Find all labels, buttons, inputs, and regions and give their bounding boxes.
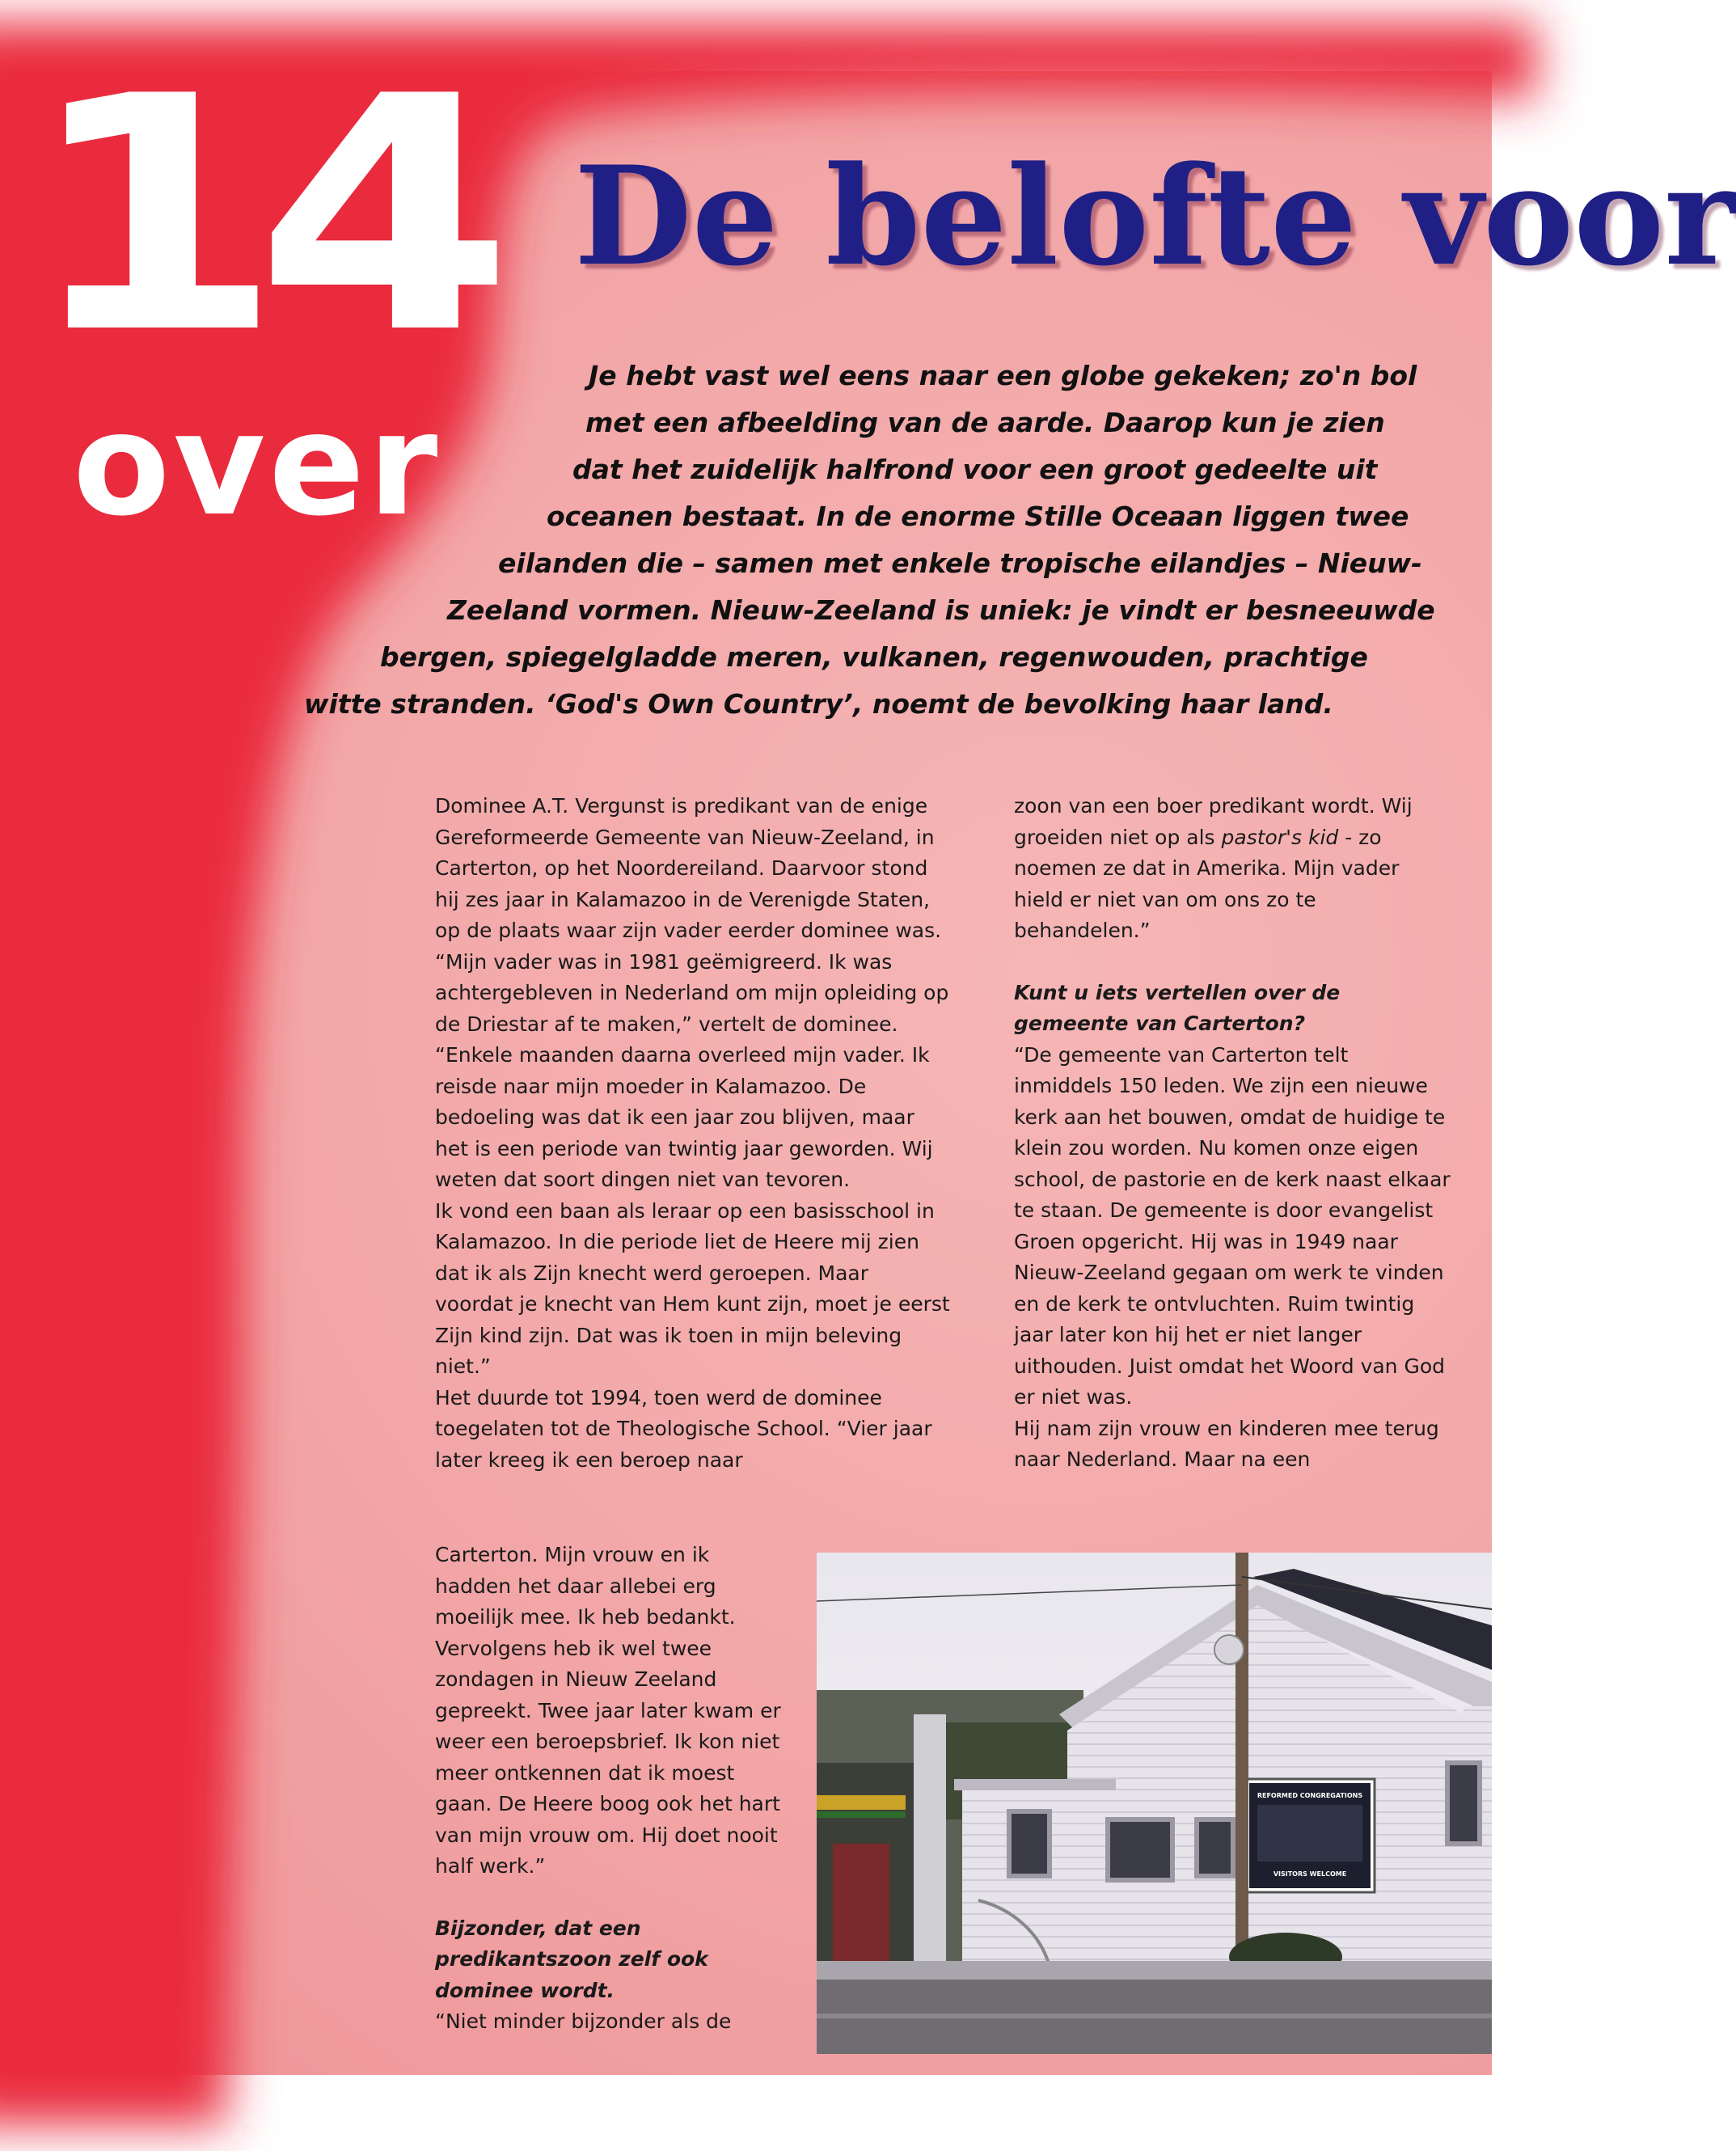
paragraph-text: zoon van een boer predikant wordt. Wij groeiden niet op als <box>1014 794 1413 849</box>
interview-question: Kunt u iets vertellen over de gemeente van Carterton? <box>1014 980 1341 1035</box>
sign-text-bottom: VISITORS WELCOME <box>1273 1870 1347 1878</box>
intro-line: Zeeland vormen. Nieuw-Zeeland is uniek: je vindt er besneeuwde <box>447 594 1435 626</box>
article-title: De belofte voor <box>574 136 1736 296</box>
paragraph: Carterton. Mijn vrouw en ik hadden het daar allebei erg moeilijk mee. Ik heb bedankt. Vervolgens heb ik wel twee zondagen in Nieuw Zeeland gepreekt. Twee jaar later kwam er weer een beroepsbrief. Ik kon niet meer ontkennen dat ik moest gaan. De Heere boog ook het hart van mijn vrouw om. Hij doet nooit half werk.” <box>435 1543 781 1878</box>
paragraph <box>1014 791 1451 947</box>
paragraph: “Mijn vader was in 1981 geëmigreerd. Ik was achtergebleven in Nederland om mijn opleiding op de Driestar af te maken,” vertelt de dominee. “Enkele maanden daarna overleed mijn vader. Ik reisde naar mijn moeder in Kalamazoo. De bedoeling was dat ik een jaar zou blijven, maar het is een periode van twintig jaar geworden. Wij weten dat soort dingen niet van tevoren. <box>435 949 949 1191</box>
paragraph: “De gemeente van Carterton telt inmiddels 150 leden. We zijn een nieuwe kerk aan het bouwen, omdat de huidige te klein zou worden. Nu komen onze eigen school, de pastorie en de kerk naast elkaar te staan. De gemeente is door evangelist Groen opgericht. Hij was in 1949 naar Nieuw-Zeeland gegaan om werk te vinden en de kerk te ontvluchten. Ruim twintig jaar later kon hij het er niet langer uithouden. Juist omdat het Woord van God er niet was. <box>1014 1042 1451 1409</box>
paragraph: “Niet minder bijzonder als de <box>435 2009 732 2033</box>
emphasis-text: pastor's kid <box>1221 825 1339 849</box>
intro-line: oceanen bestaat. In de enorme Stille Oceaan liggen twee <box>547 501 1409 532</box>
intro-line: dat het zuidelijk halfrond voor een groot gedeelte uit <box>572 454 1378 485</box>
intro-line: Je hebt vast wel eens naar een globe gekeken; zo'n bol <box>589 360 1417 391</box>
issue-number: 14 <box>24 28 487 404</box>
intro-line: eilanden die – samen met enkele tropische eilandjes – Nieuw- <box>498 547 1422 579</box>
magazine-page <box>0 28 1736 2075</box>
paragraph-text: - zo noemen ze dat in Amerika. Mijn vader hield er niet van om ons zo te behandelen.” <box>1014 825 1400 942</box>
intro-line: met een afbeelding van de aarde. Daarop kun je zien <box>585 407 1385 438</box>
interview-question: Bijzonder, dat een predikantszoon zelf ook dominee wordt. <box>435 1916 708 2002</box>
paragraph: Het duurde tot 1994, toen werd de dominee toegelaten tot de Theologische School. “Vier jaar later kreeg ik een beroep naar <box>435 1385 932 1472</box>
church-photo-illustration <box>817 1553 1492 2054</box>
paragraph: Hij nam zijn vrouw en kinderen mee terug naar Nederland. Maar na een <box>1014 1416 1439 1471</box>
sign-text-top: REFORMED CONGREGATIONS <box>1257 1792 1363 1799</box>
text-column-1-lower <box>435 1540 791 2038</box>
church-photo <box>817 1553 1492 2054</box>
paragraph: Dominee A.T. Vergunst is predikant van de enige Gereformeerde Gemeente van Nieuw-Zeeland, in Carterton, op het Noordereiland. Daarvoor stond hij zes jaar in Kalamazoo in de Verenigde Staten, op de plaats waar zijn vader eerder dominee was. <box>435 794 942 942</box>
paragraph: Ik vond een baan als leraar op een basisschool in Kalamazoo. In die periode liet de Heere mij zien dat ik als Zijn knecht werd geroepen. Maar voordat je knecht van Hem kunt zijn, moet je eerst Zijn kind zijn. Dat was ik toen in mijn beleving niet.” <box>435 1198 950 1378</box>
over-label: over <box>73 383 441 547</box>
intro-line: witte stranden. ‘God's Own Country’, noemt de bevolking haar land. <box>304 688 1333 720</box>
text-column-2 <box>1014 791 1451 1476</box>
text-column-1 <box>435 791 952 1476</box>
intro-line: bergen, spiegelgladde meren, vulkanen, regenwouden, prachtige <box>380 641 1368 673</box>
